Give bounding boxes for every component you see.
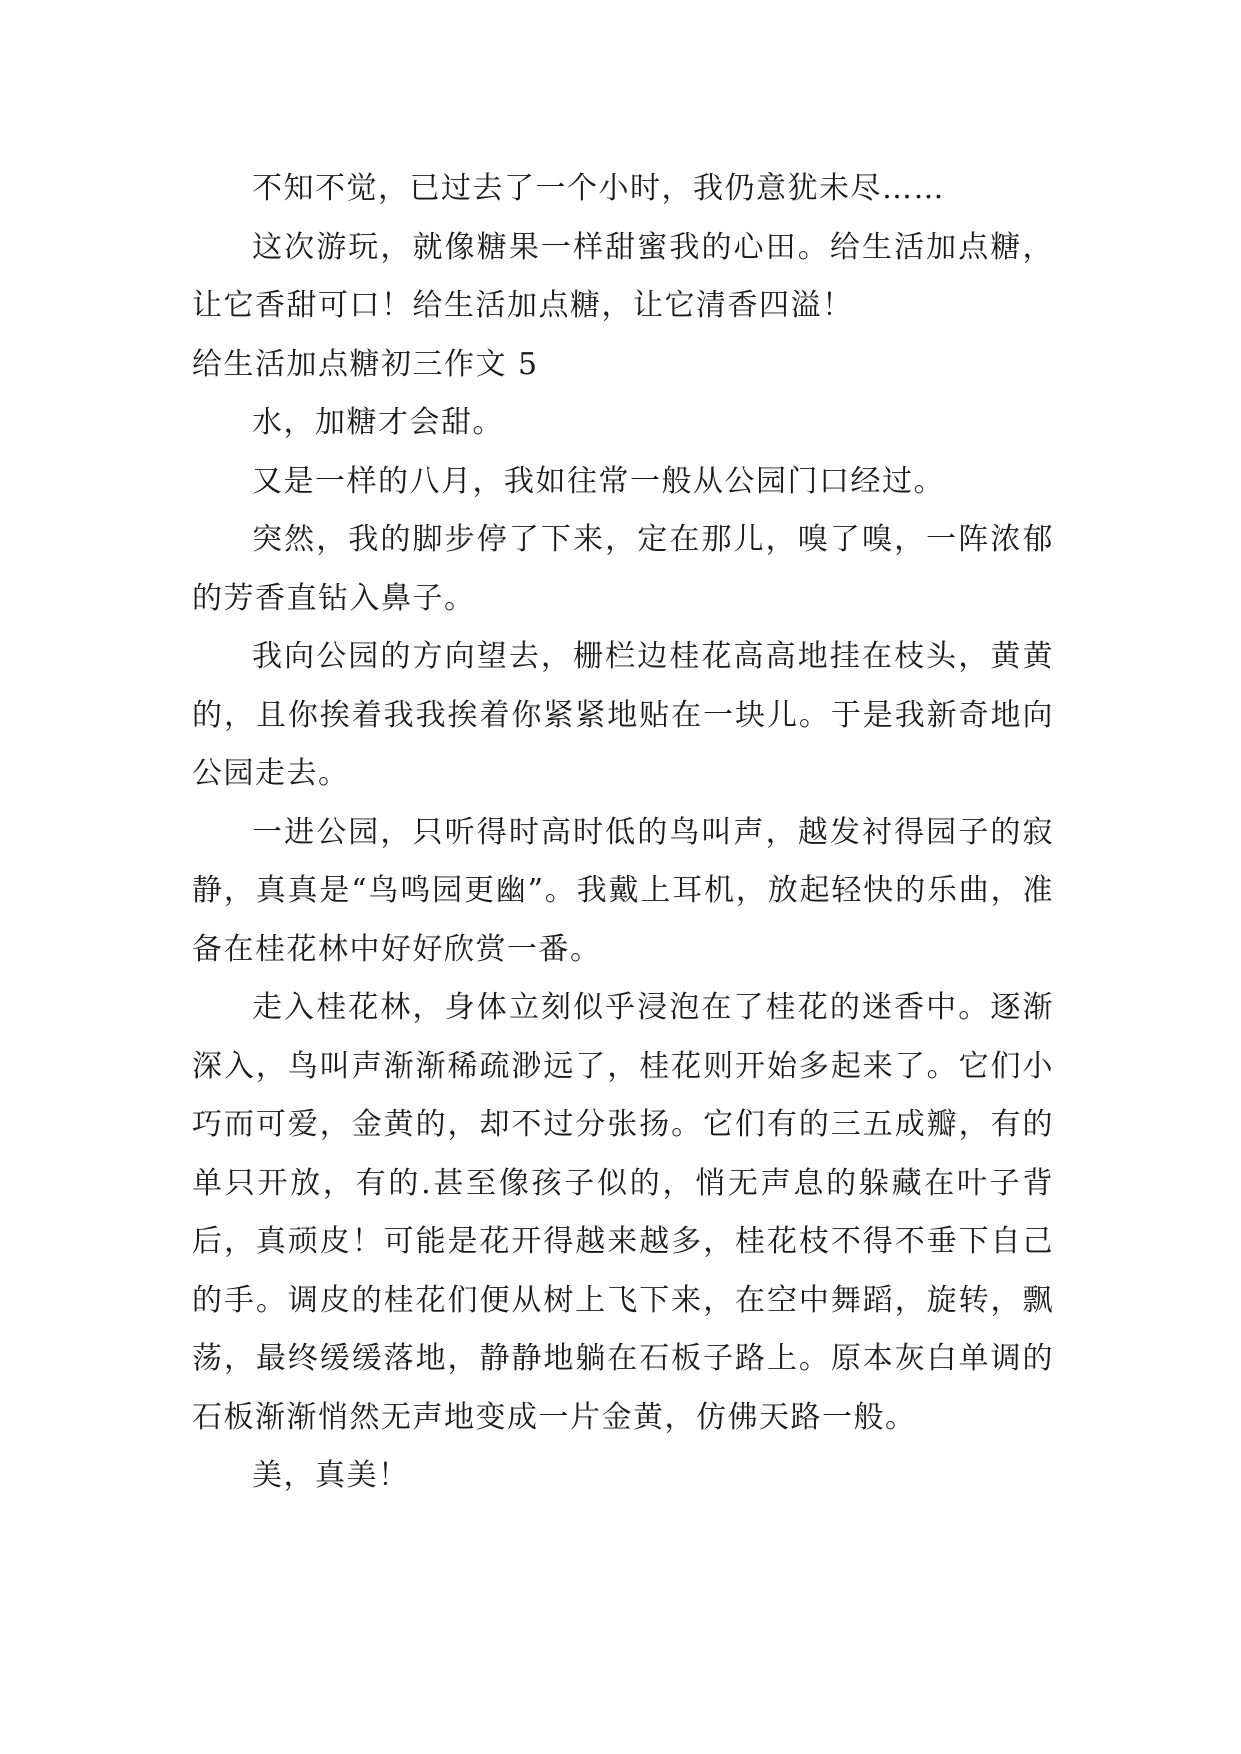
document-body [192, 160, 1054, 1506]
section-heading: 给生活加点糖初三作文 5 [192, 346, 539, 382]
paragraph: 突然，我的脚步停了下来，定在那儿，嗅了嗅，一阵浓郁的芳香直钻入鼻子。 [192, 522, 1054, 616]
paragraph: 水，加糖才会甜。 [252, 405, 504, 440]
paragraph: 美，真美！ [252, 1458, 410, 1493]
paragraph: 这次游玩，就像糖果一样甜蜜我的心田。给生活加点糖，让它香甜可口！给生活加点糖，让它清香四溢！ [192, 229, 1054, 323]
paragraph: 不知不觉，已过去了一个小时，我仍意犹未尽…… [252, 171, 945, 206]
paragraph: 走入桂花林，身体立刻似乎浸泡在了桂花的迷香中。逐渐深入，鸟叫声渐渐稀疏渺远了，桂花则开始多起来了。它们小巧而可爱，金黄的，却不过分张扬。它们有的三五成瓣，有的单只开放，有的.甚至像孩子似的，悄无声息的躲藏在叶子背后，真顽皮！可能是花开得越来越多，桂花枝不得不垂下自己的手。调皮的桂花们便从树上飞下来，在空中舞蹈，旋转，飘荡，最终缓缓落地，静静地躺在石板子路上。原本灰白单调的石板渐渐悄然无声地变成一片金黄，仿佛天路一般。 [192, 990, 1054, 1435]
paragraph: 我向公园的方向望去，栅栏边桂花高高地挂在枝头，黄黄的，且你挨着我我挨着你紧紧地贴在一块儿。于是我新奇地向公园走去。 [192, 639, 1054, 791]
paragraph: 一进公园，只听得时高时低的鸟叫声，越发衬得园子的寂静，真真是“鸟鸣园更幽”。我戴上耳机，放起轻快的乐曲，准备在桂花林中好好欣赏一番。 [192, 814, 1054, 967]
paragraph: 又是一样的八月，我如往常一般从公园门口经过。 [252, 463, 945, 499]
